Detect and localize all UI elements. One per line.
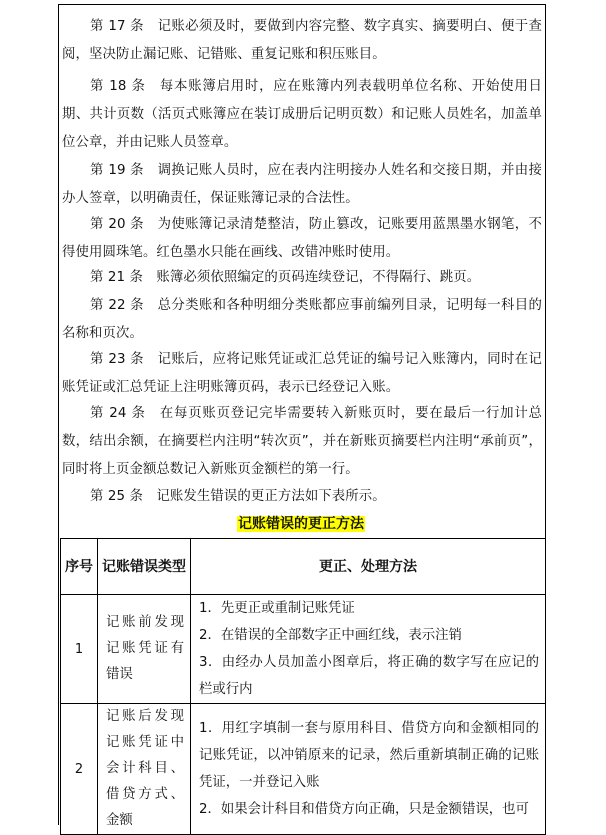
table-caption-text: 记账错误的更正方法 [238,516,364,532]
article-17: 第 17 条 记账必须及时，要做到内容完整、数字真实、摘要明白、便于查阅，坚决防止漏记账、记错账、重复记账和积压账目。 [62,19,542,62]
method-item: 2．在错误的全部数字正中画红线，表示注销 [199,628,462,643]
article-22: 第 22 条 总分类账和各种明细分类账都应事前编列目录，记明每一科目的名称和页次。 [62,298,542,341]
article-18: 第 18 条 每本账簿启用时，应在账簿内列表载明单位名称、开始使用日期、共计页数（活页式账簿应在装订成册后记明页数）和记账人员姓名，加盖单位公章，并由记账人员签章。 [62,79,542,150]
correction-table [60,538,546,835]
row-method [191,704,546,835]
header-method: 更正、处理方法 [191,539,546,595]
method-item: 1．先更正或重制记账凭证 [199,601,355,616]
header-seq: 序号 [61,539,98,595]
row-seq: 2 [61,704,98,835]
article-20: 第 20 条 为使账簿记录清楚整洁，防止篡改，记账要用蓝黑墨水钢笔，不得使用圆珠笔。红色墨水只能在画线、改错冲账时使用。 [62,217,542,260]
article-21: 第 21 条 账簿必须依照编定的页码连续登记，不得隔行、跳页。 [90,270,481,285]
table-header-row [61,539,546,595]
article-25: 第 25 条 记账发生错误的更正方法如下表所示。 [90,489,386,504]
row-method [191,595,546,704]
row-error-type: 记账前发现记账凭证有错误 [98,595,191,704]
header-error-type: 记账错误类型 [98,539,191,595]
method-item: 3．由经办人员加盖小图章后，将正确的数字写在应记的栏或行内 [199,655,539,697]
article-24: 第 24 条 在每页账页登记完毕需要转入新账页时，要在最后一行加计总数，结出余额，在摘要栏内注明“转次页”，并在新账页摘要栏内注明“承前页”，同时将上页金额总数记入新账页金额栏的第一行。 [62,406,542,477]
row-seq: 1 [61,595,98,704]
method-item: 1．用红字填制一套与原用科目、借贷方向和金额相同的记账凭证，以冲销原来的记录，然后重新填制正确的记账凭证，一并登记入账 [199,721,539,790]
article-19: 第 19 条 调换记账人员时，应在表内注明接办人姓名和交接日期，并由接办人签章，以明确责任，保证账簿记录的合法性。 [62,163,542,206]
method-item: 2．如果会计科目和借贷方向正确，只是金额错误，也可 [199,802,529,817]
table-row [61,704,546,835]
table-row [61,595,546,704]
table-caption [58,513,544,535]
article-23: 第 23 条 记账后，应将记账凭证或汇总凭证的编号记入账簿内，同时在记账凭证或汇总凭证上注明账簿页码，表示已经登记入账。 [62,352,542,395]
row-error-type: 记账后发现记账凭证中会计科目、借贷方式、金额 [98,704,191,835]
